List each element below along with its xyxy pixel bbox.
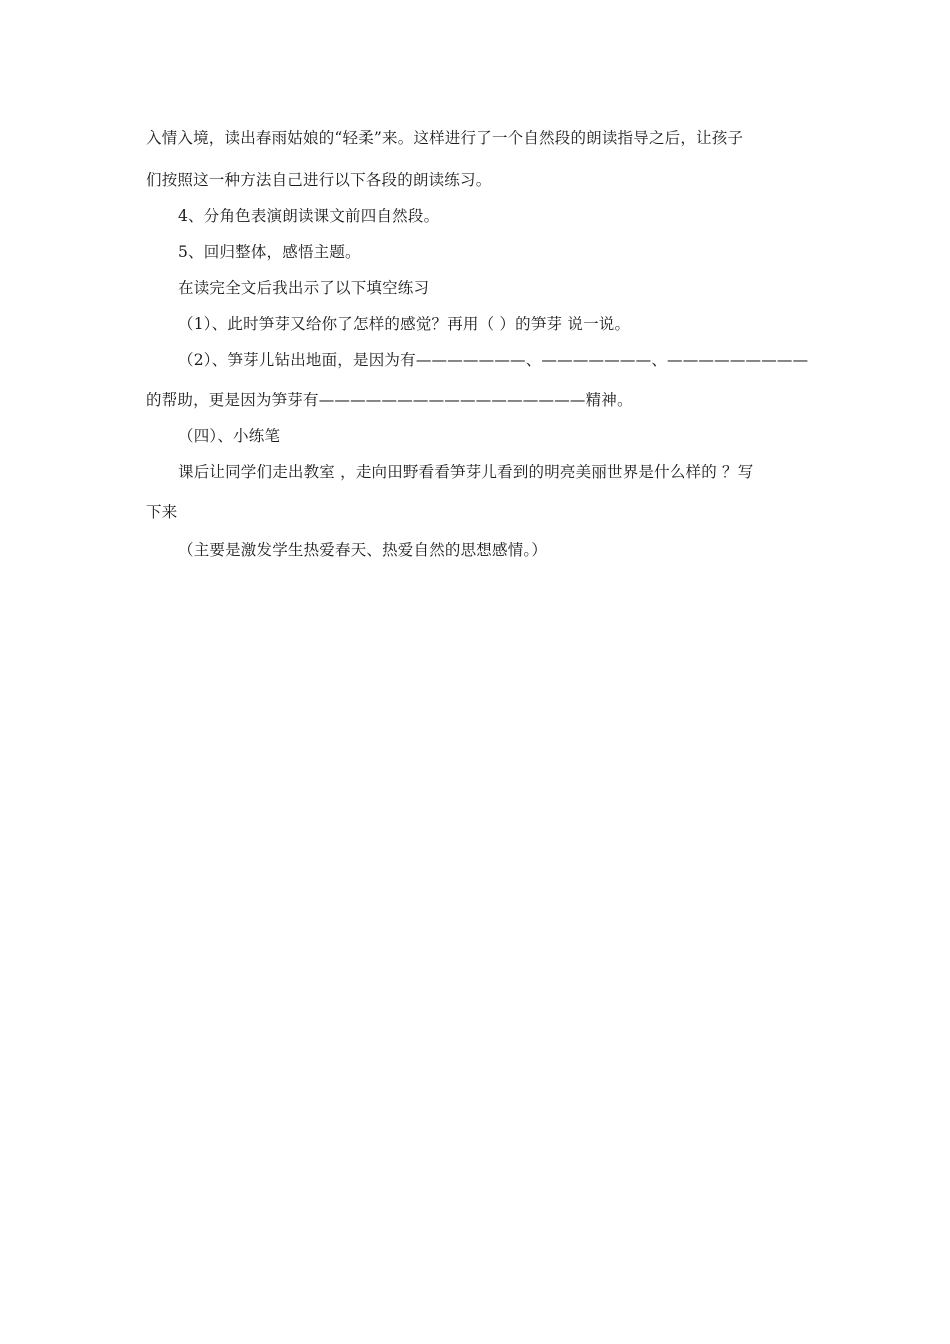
paragraph-line: 的帮助，更是因为笋芽有—————————————————精神。 — [146, 391, 633, 409]
paragraph-line: 们按照这一种方法自己进行以下各段的朗读练习。 — [146, 171, 492, 189]
paragraph-line: 在读完全文后我出示了以下填空练习 — [178, 279, 430, 297]
paragraph-line: （主要是激发学生热爱春天、热爱自然的思想感情。） — [178, 541, 548, 559]
paragraph-line: 下来 — [146, 503, 178, 521]
paragraph-line: （1）、此时笋芽又给你了怎样的感觉？再用（ ）的笋芽 说一说。 — [178, 315, 631, 333]
paragraph-line: 入情入境，读出春雨姑娘的“轻柔”来。这样进行了一个自然段的朗读指导之后，让孩子 — [146, 129, 744, 147]
paragraph-line: 5、回归整体，感悟主题。 — [178, 243, 361, 261]
paragraph-line: 4、分角色表演朗读课文前四自然段。 — [178, 207, 440, 225]
section-heading: （四）、小练笔 — [178, 427, 281, 445]
paragraph-line: （2）、笋芽儿钻出地面，是因为有———————、———————、————————— — [178, 351, 809, 369]
paragraph-line: 课后让同学们走出教室 ，走向田野看看笋芽儿看到的明亮美丽世界是什么样的 ？写 — [178, 463, 754, 481]
